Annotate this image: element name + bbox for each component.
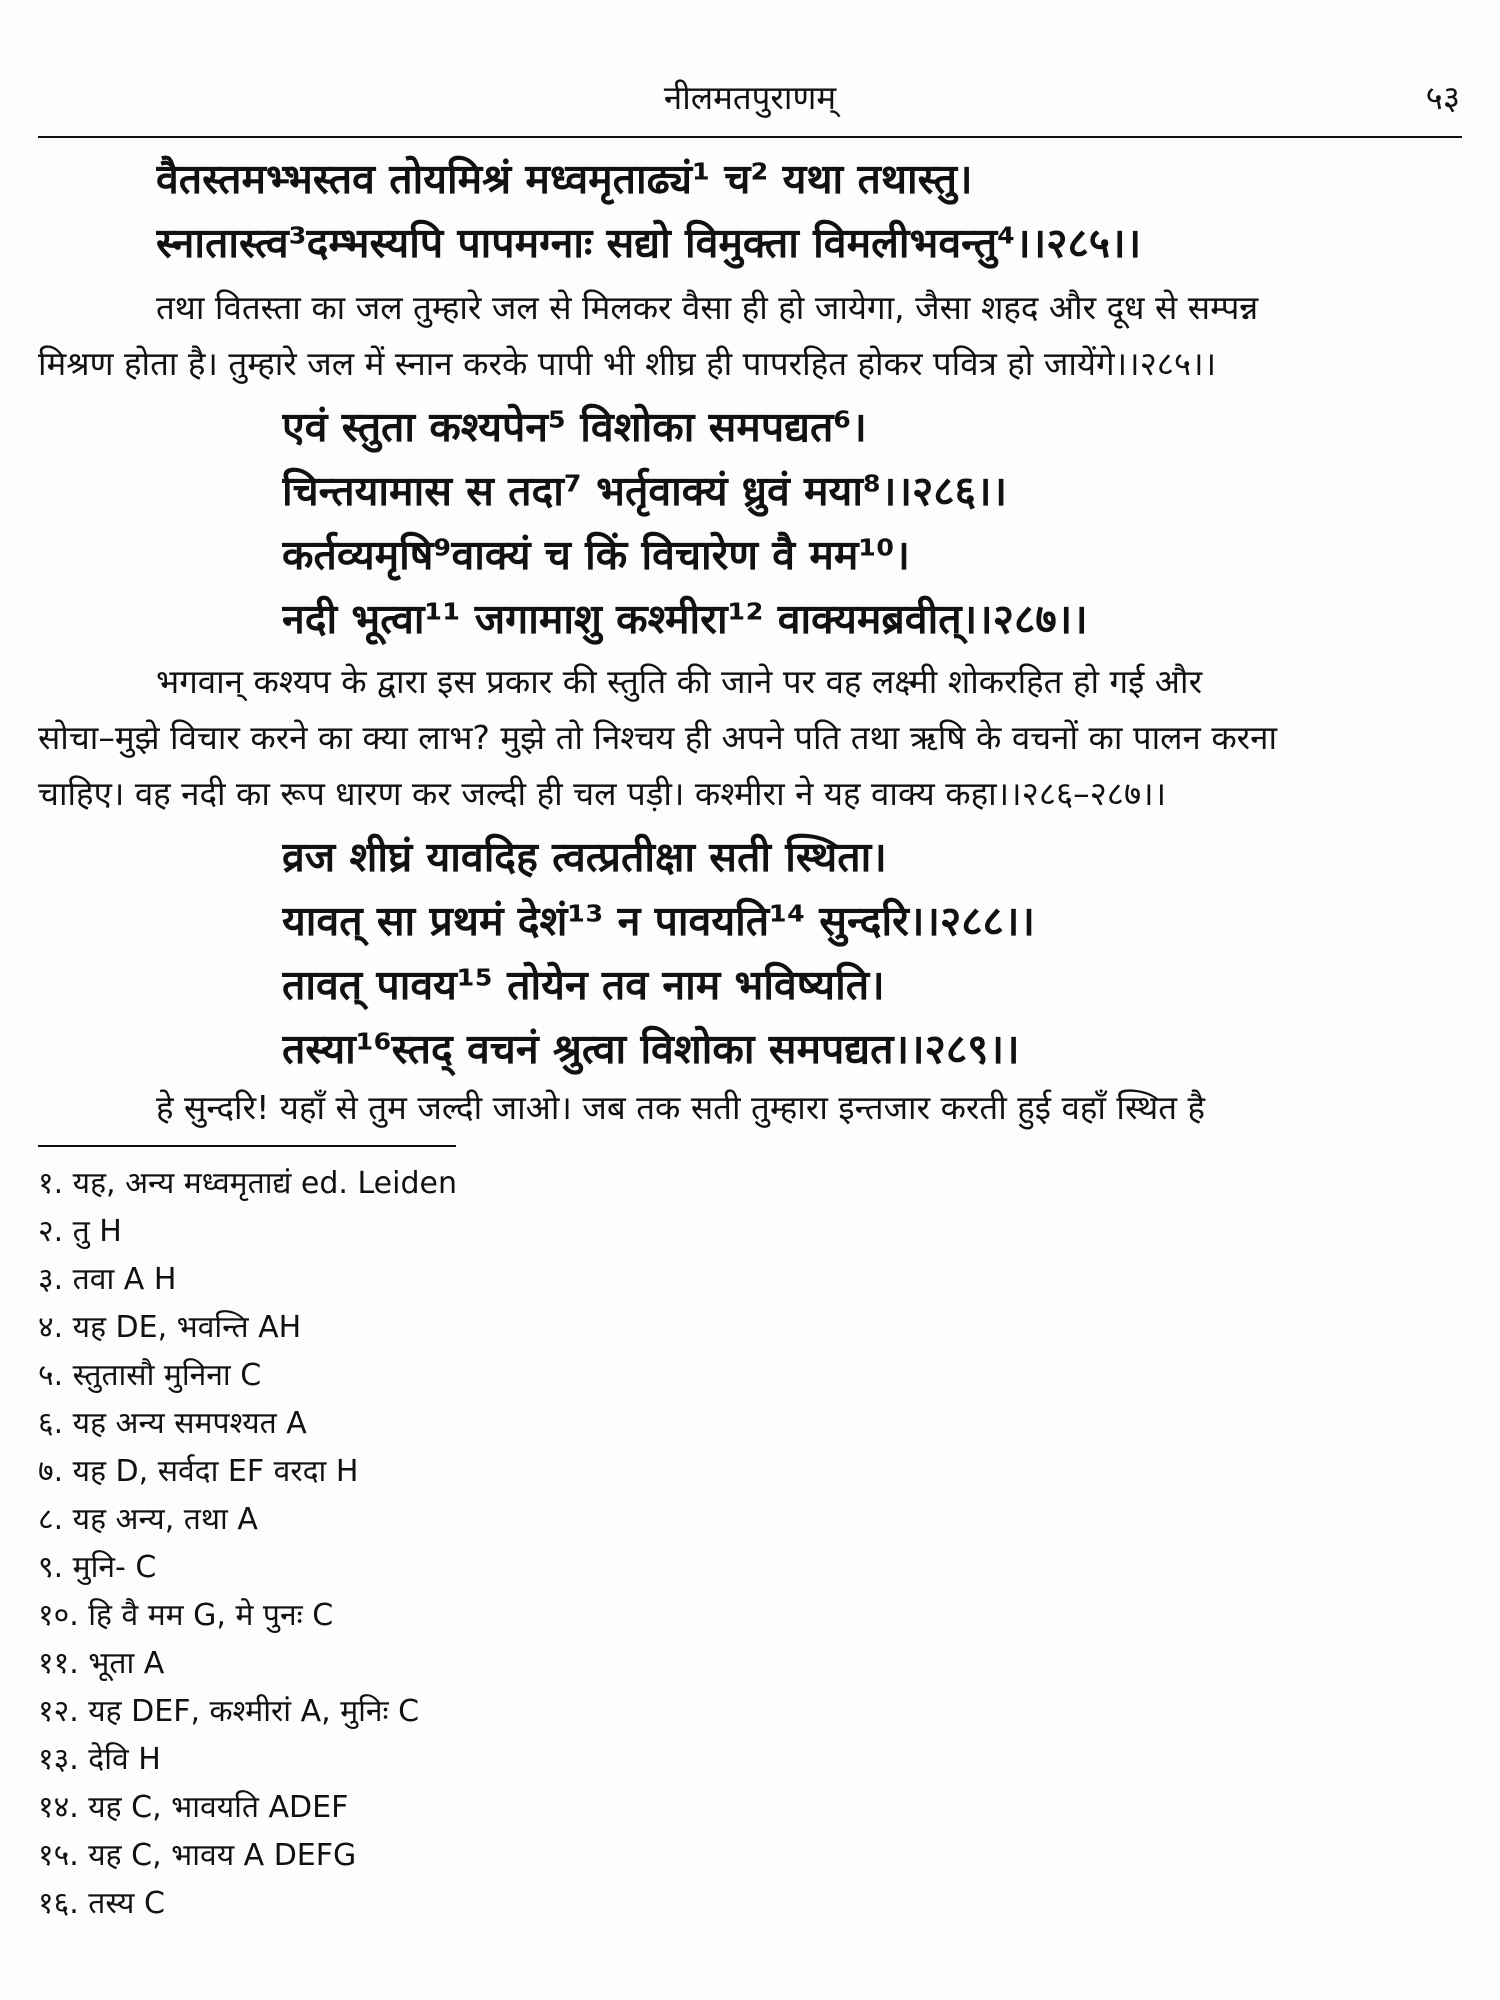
header-rule (38, 136, 1462, 138)
prose-line: मिश्रण होता है। तुम्हारे जल में स्नान करके पापी भी शीघ्र ही पापरहित होकर पवित्र हो जायेंगे।।२८५।। (38, 344, 1217, 383)
footnote: ५. स्तुतासौ मुनिना C (38, 1358, 262, 1393)
verse-line: तावत् पावय¹⁵ तोयेन तव नाम भविष्यति। (282, 961, 885, 1009)
footnote: ७. यह D, सर्वदा EF वरदा H (38, 1454, 359, 1489)
verse-line: एवं स्तुता कश्यपेन⁵ विशोका समपद्यत⁶। (282, 403, 867, 451)
verse-line: वैतस्तमभ्भस्तव तोयमिश्रं मध्वमृताढ्यं¹ च² यथा तथास्तु। (156, 155, 973, 203)
verse-line: यावत् सा प्रथमं देशं¹³ न पावयति¹⁴ सुन्दरि।।२८८।। (282, 897, 1035, 945)
prose-line: हे सुन्दरि! यहाँ से तुम जल्दी जाओ। जब तक सती तुम्हारा इन्तजार करती हुई वहाँ स्थित है (156, 1088, 1206, 1127)
verse-line: व्रज शीघ्रं यावदिह त्वत्प्रतीक्षा सती स्थिता। (282, 833, 887, 881)
verse-line: नदी भूत्वा¹¹ जगामाशु कश्मीरा¹² वाक्यमब्रवीत्।।२८७।। (282, 595, 1088, 643)
footnote: ६. यह अन्य समपश्यत A (38, 1406, 307, 1441)
footnote: १०. हि वै मम G, मे पुनः C (38, 1598, 334, 1633)
footnote: ८. यह अन्य, तथा A (38, 1502, 258, 1537)
verse-line: कर्तव्यमृषि⁹वाक्यं च किं विचारेण वै मम¹⁰। (282, 531, 910, 579)
footnote: ४. यह DE, भवन्ति AH (38, 1310, 302, 1345)
prose-line: सोचा–मुझे विचार करने का क्या लाभ? मुझे तो निश्चय ही अपने पति तथा ऋषि के वचनों का पालन करना (38, 718, 1278, 757)
running-title: नीलमतपुराणम् (663, 78, 837, 117)
footnote: १३. देवि H (38, 1742, 161, 1777)
footnote: १. यह, अन्य मध्वमृताद्यं ed. Leiden (38, 1166, 457, 1201)
footnote: २. तु H (38, 1214, 122, 1249)
footnote-rule (38, 1145, 456, 1147)
verse-line: स्नातास्त्व³दम्भस्यपि पापमग्नाः सद्यो विमुक्ता विमलीभवन्तु⁴।।२८५।। (156, 219, 1142, 267)
page-number: ५३ (1425, 78, 1460, 117)
prose-line: चाहिए। वह नदी का रूप धारण कर जल्दी ही चल पड़ी। कश्मीरा ने यह वाक्य कहा।।२८६–२८७।। (38, 774, 1167, 813)
footnote: १५. यह C, भावय A DEFG (38, 1838, 357, 1873)
footnote: १४. यह C, भावयति ADEF (38, 1790, 349, 1825)
prose-line: भगवान् कश्यप के द्वारा इस प्रकार की स्तुति की जाने पर वह लक्ष्मी शोकरहित हो गई और (156, 662, 1203, 701)
prose-line: तथा वितस्ता का जल तुम्हारे जल से मिलकर वैसा ही हो जायेगा, जैसा शहद और दूध से सम्पन्न (156, 288, 1259, 327)
footnote: १२. यह DEF, कश्मीरां A, मुनिः C (38, 1694, 420, 1729)
footnote: १६. तस्य C (38, 1886, 165, 1921)
footnote: ११. भूता A (38, 1646, 165, 1681)
verse-line: चिन्तयामास स तदा⁷ भर्तृवाक्यं ध्रुवं मया⁸।।२८६।। (282, 467, 1008, 515)
verse-line: तस्या¹⁶स्तद् वचनं श्रुत्वा विशोका समपद्यत।।२८९।। (282, 1025, 1020, 1073)
footnote: ९. मुनि- C (38, 1550, 157, 1585)
footnote: ३. तवा A H (38, 1262, 177, 1297)
